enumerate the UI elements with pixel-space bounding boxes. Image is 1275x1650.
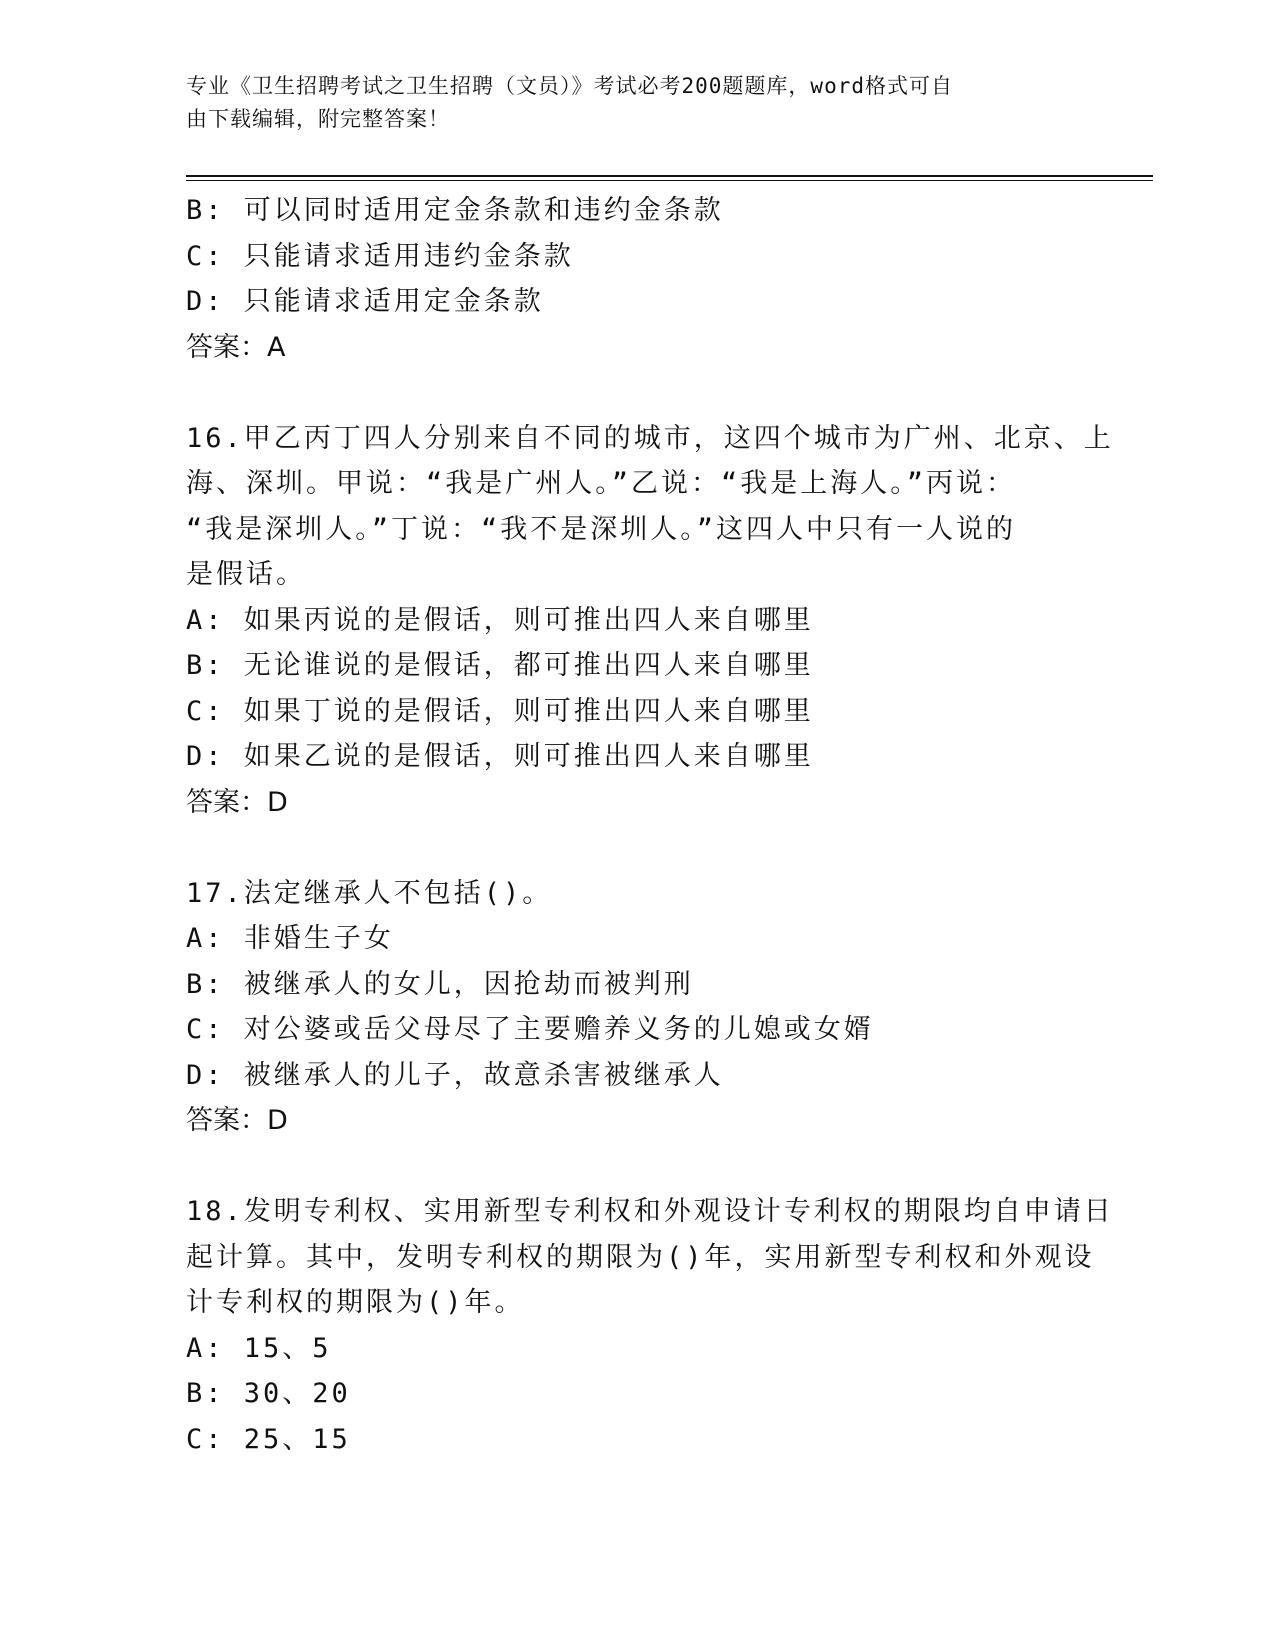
header-divider-thin [186, 180, 1153, 181]
spacer [186, 825, 1086, 871]
answer-line: 答案：D [186, 786, 288, 818]
option-d: D: 被继承人的儿子，故意杀害被继承人 [186, 1059, 724, 1091]
stem-line: 17.法定继承人不包括()。 [186, 877, 553, 909]
header-line-1: 专业《卫生招聘考试之卫生招聘（文员）》考试必考200题题库，word格式可自 [186, 74, 953, 98]
stem-line: 起计算。其中，发明专利权的期限为()年，实用新型专利权和外观设 [186, 1241, 1095, 1273]
option-a: A: 如果丙说的是假话，则可推出四人来自哪里 [186, 604, 814, 636]
spacer [186, 370, 1086, 416]
option-c: C: 对公婆或岳父母尽了主要赡养义务的儿媳或女婿 [186, 1014, 874, 1045]
stem-line: 16.甲乙丙丁四人分别来自不同的城市，这四个城市为广州、北京、上 [186, 422, 1114, 454]
option-d: D: 只能请求适用定金条款 [186, 286, 544, 317]
option-b: B: 无论谁说的是假话，都可推出四人来自哪里 [186, 650, 814, 681]
header-divider-thick [186, 175, 1153, 177]
answer-line: 答案：D [186, 1105, 288, 1136]
question-stem [186, 1189, 1114, 1326]
stem-line: 计专利权的期限为()年。 [186, 1287, 525, 1318]
document-header [186, 70, 1066, 136]
header-line-2: 由下载编辑，附完整答案！ [186, 107, 450, 131]
option-c: C: 只能请求适用违约金条款 [186, 240, 574, 272]
stem-line: 是假话。 [186, 559, 306, 590]
answer-line: 答案：A [186, 331, 286, 363]
option-b: B: 可以同时适用定金条款和违约金条款 [186, 195, 724, 226]
stem-line: 18.发明专利权、实用新型专利权和外观设计专利权的期限均自申请日 [186, 1196, 1114, 1227]
option-a: A: 15、5 [186, 1332, 332, 1364]
question-16 [186, 416, 1114, 826]
option-d: D: 如果乙说的是假话，则可推出四人来自哪里 [186, 741, 814, 772]
stem-line: 海、深圳。甲说：“我是广州人。”乙说：“我是上海人。”丙说： [186, 468, 1017, 499]
option-b: B: 被继承人的女儿，因抢劫而被判刑 [186, 968, 694, 1000]
prev-question-block [186, 188, 1086, 370]
question-content [186, 188, 1114, 1462]
option-a: A: 非婚生子女 [186, 923, 394, 954]
option-b: B: 30、20 [186, 1378, 351, 1409]
spacer [186, 1144, 1086, 1190]
question-18 [186, 1189, 1114, 1462]
option-c: C: 如果丁说的是假话，则可推出四人来自哪里 [186, 695, 814, 727]
stem-line: “我是深圳人。”丁说：“我不是深圳人。”这四人中只有一人说的 [186, 513, 1017, 545]
question-17 [186, 871, 1086, 1144]
option-c: C: 25、15 [186, 1423, 351, 1455]
question-stem [186, 416, 1114, 598]
question-stem [186, 871, 1086, 917]
